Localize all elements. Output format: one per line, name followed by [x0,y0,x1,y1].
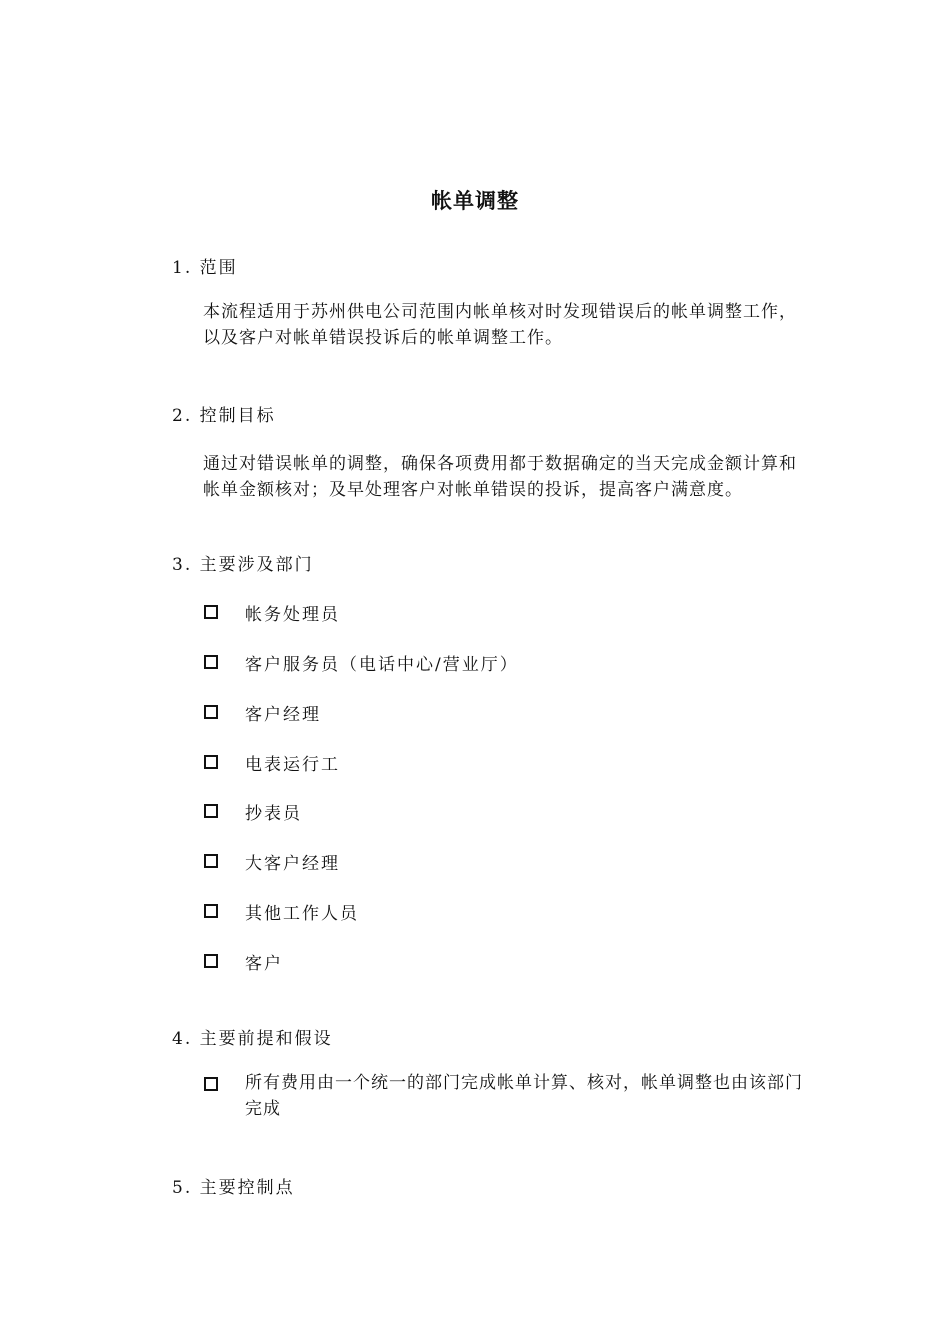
section-title: 主要涉及部门 [199,555,314,575]
list-item-label: 电表运行工 [245,755,340,775]
checkbox-icon [204,954,218,968]
list-item-label: 帐务处理员 [245,605,340,625]
section-4-heading [172,1024,333,1049]
list-item-label: 其他工作人员 [245,904,359,924]
section-1-heading [172,253,238,278]
checkbox-icon [204,705,218,719]
section-2-heading [172,401,276,426]
list-item-label: 抄表员 [245,804,302,824]
section-1-text: 本流程适用于苏州供电公司范围内帐单核对时发现错误后的帐单调整工作，以及客户对帐单错误投诉后的帐单调整工作。 [203,302,797,348]
section-number: 1. [172,258,193,278]
document-title: 帐单调整 [431,189,519,213]
section-title: 主要控制点 [199,1178,295,1198]
list-item-label: 大客户经理 [245,854,340,874]
checkbox-icon [204,605,218,619]
section-title: 范围 [199,258,238,278]
section-number: 4. [172,1029,193,1049]
list-item-label: 所有费用由一个统一的部门完成帐单计算、核对，帐单调整也由该部门完成 [245,1073,803,1119]
checkbox-icon [204,655,218,669]
checkbox-icon [204,804,218,818]
section-title: 主要前提和假设 [199,1029,333,1049]
checkbox-icon [204,755,218,769]
section-number: 5. [172,1178,193,1198]
checkbox-icon [204,904,218,918]
list-item-label: 客户经理 [245,705,321,725]
section-title: 控制目标 [199,406,276,426]
section-5-heading [172,1173,295,1198]
checkbox-icon [204,1077,218,1091]
list-item-label: 客户 [245,954,283,974]
list-item-label: 客户服务员（电话中心/营业厅） [245,655,519,675]
section-3-heading [172,550,314,575]
section-number: 2. [172,406,193,426]
checkbox-icon [204,854,218,868]
section-2-text: 通过对错误帐单的调整，确保各项费用都于数据确定的当天完成金额计算和帐单金额核对；及早处理客户对帐单错误的投诉，提高客户满意度。 [203,454,797,500]
section-number: 3. [172,555,193,575]
